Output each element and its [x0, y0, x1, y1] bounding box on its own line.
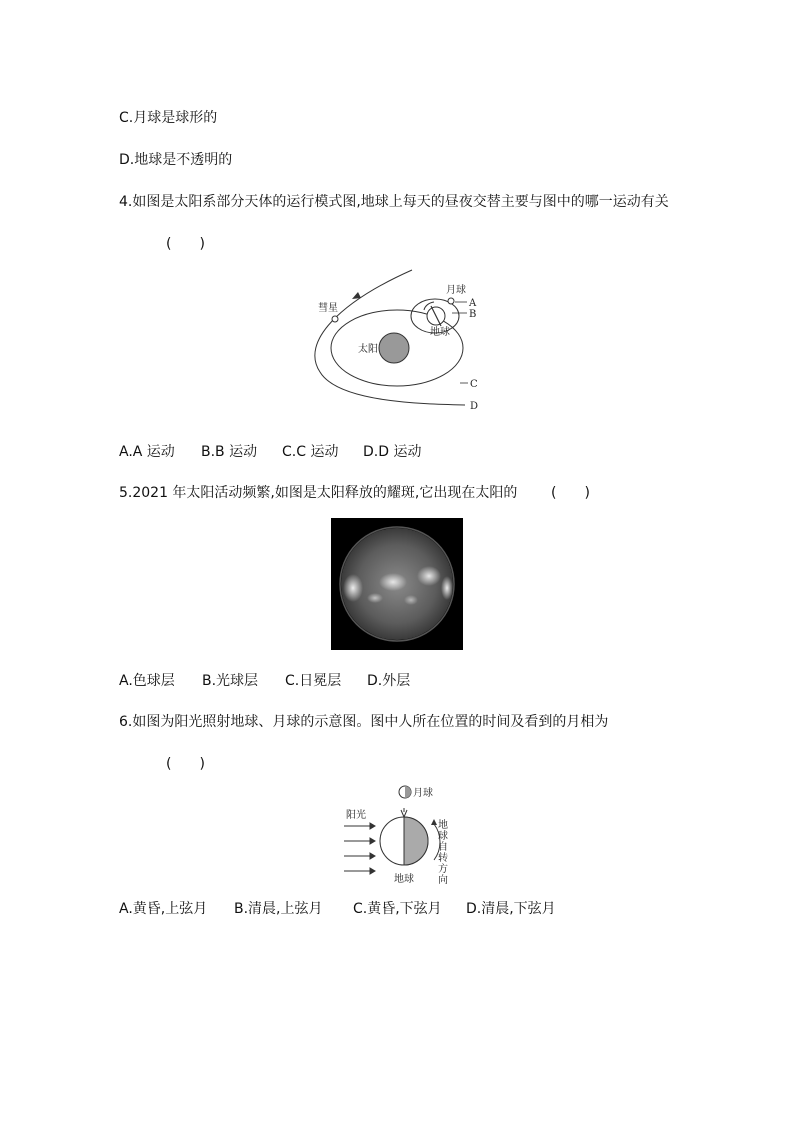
label-moon: 月球	[446, 285, 466, 296]
rotation-direction-label	[438, 818, 448, 886]
label-a: A	[469, 298, 477, 309]
active-region-small-2	[404, 595, 418, 605]
svg-text:向: 向	[438, 875, 448, 886]
q4-options	[119, 443, 539, 461]
sunlight-label: 阳光	[346, 810, 366, 821]
q3-option-d: D.地球是不透明的	[119, 152, 233, 168]
person-marker	[401, 808, 407, 817]
svg-text:球: 球	[438, 831, 448, 842]
active-region-small	[367, 593, 383, 603]
q6-option-a: A.黄昏,上弦月	[119, 901, 208, 917]
label-c: C	[470, 379, 478, 390]
q5-options	[119, 672, 539, 690]
comet-direction-arrow	[352, 292, 361, 299]
q6-option-d: D.清晨,下弦月	[466, 901, 556, 917]
flare-region-left	[343, 574, 363, 602]
q6-sunlight-earth-moon-figure	[340, 782, 460, 888]
q3-option-c: C.月球是球形的	[119, 110, 218, 126]
q5-option-a: A.色球层	[119, 673, 175, 689]
q4-option-d: D.D 运动	[363, 444, 422, 460]
label-sun: 太阳	[358, 344, 378, 355]
q5-option-d: D.外层	[367, 673, 411, 689]
svg-text:自: 自	[438, 842, 448, 853]
q4-option-a: A.A 运动	[119, 444, 175, 460]
earth-night-half	[404, 817, 428, 865]
svg-text:方: 方	[438, 864, 448, 875]
moon	[448, 298, 454, 304]
q4-solar-system-figure	[300, 262, 500, 422]
q5-solar-flare-photo	[331, 518, 463, 650]
flare-region-far-right	[441, 576, 453, 600]
q5-option-b: B.光球层	[202, 673, 259, 689]
q4-stem: 4.如图是太阳系部分天体的运行模式图,地球上每天的昼夜交替主要与图中的哪一运动有关	[119, 194, 669, 210]
q5-stem: 5.2021 年太阳活动频繁,如图是太阳释放的耀斑,它出现在太阳的	[119, 485, 518, 501]
q6-stem: 6.如图为阳光照射地球、月球的示意图。图中人所在位置的时间及看到的月相为	[119, 714, 609, 730]
earth-label: 地球	[394, 874, 414, 885]
label-earth: 地球	[430, 327, 450, 338]
q4-option-b: B.B 运动	[201, 444, 258, 460]
label-comet: 彗星	[318, 303, 338, 314]
q6-options	[119, 900, 579, 918]
svg-text:转: 转	[438, 853, 448, 864]
q5-option-c: C.日冕层	[285, 673, 342, 689]
flare-region-right	[417, 566, 441, 586]
q4-option-c: C.C 运动	[282, 444, 339, 460]
q6-option-c: C.黄昏,下弦月	[353, 901, 442, 917]
sunlight-arrows	[344, 823, 375, 874]
label-b: B	[469, 309, 477, 320]
q4-answer-bracket: ( )	[166, 236, 205, 252]
rotation-arrow-head	[431, 819, 437, 825]
q6-answer-bracket: ( )	[166, 756, 205, 772]
sun	[379, 333, 409, 363]
q5-answer-bracket: ( )	[551, 485, 590, 501]
svg-text:地: 地	[438, 820, 448, 831]
q6-option-b: B.清晨,上弦月	[234, 901, 323, 917]
comet	[332, 316, 338, 322]
flare-region-center	[379, 573, 407, 591]
moon-dark-half	[405, 786, 411, 798]
moon-label: 月球	[413, 788, 433, 799]
label-d: D	[470, 401, 479, 412]
